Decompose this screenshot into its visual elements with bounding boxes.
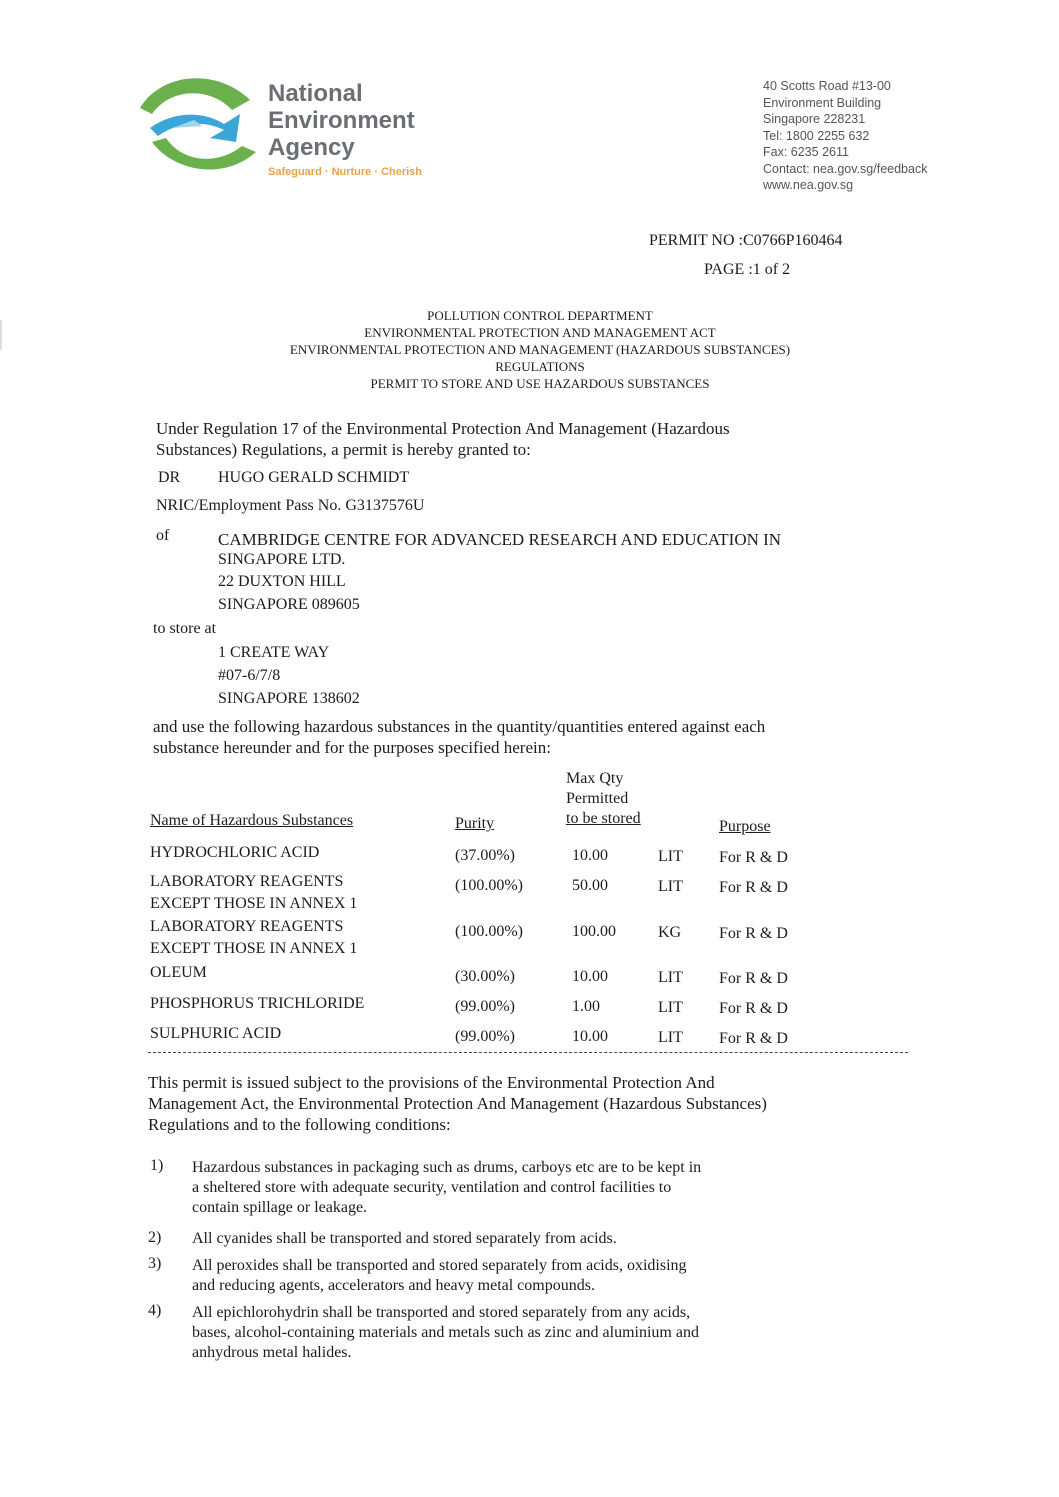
header-line: PERMIT TO STORE AND USE HAZARDOUS SUBSTANCES: [370, 376, 710, 391]
cell-purity: (30.00%): [455, 968, 515, 985]
agency-name: [268, 80, 415, 161]
issued-paragraph: [148, 1072, 767, 1135]
nea-logo-icon: [132, 70, 262, 185]
cell-qty: 10.00: [572, 847, 608, 864]
intro-line: Under Regulation 17 of the Environmental Protection And Management (Hazardous: [156, 419, 730, 438]
cell-name: LABORATORY REAGENTS: [150, 918, 344, 935]
store-line: #07-6/7/8: [218, 667, 281, 684]
org-line: SINGAPORE 089605: [218, 596, 360, 613]
cell-qty: 10.00: [572, 1028, 608, 1045]
cell-name: PHOSPHORUS TRICHLORIDE: [150, 995, 365, 1012]
header-qty-line: to be stored: [566, 810, 641, 827]
holder-name: HUGO GERALD SCHMIDT: [218, 469, 410, 486]
condition-line: All peroxides shall be transported and stored separately from acids, oxidising: [192, 1257, 687, 1274]
header-purity: Purity: [455, 815, 495, 832]
header-line: ENVIRONMENTAL PROTECTION AND MANAGEMENT ACT: [364, 325, 716, 340]
condition-number: 3): [148, 1255, 162, 1272]
cell-name: OLEUM: [150, 964, 207, 981]
page-number: PAGE :1 of 2: [704, 261, 791, 278]
org-line: SINGAPORE LTD.: [218, 551, 346, 568]
use-line: and use the following hazardous substances in the quantity/quantities entered against each: [153, 717, 766, 736]
condition-line: All cyanides shall be transported and stored separately from acids.: [192, 1230, 617, 1247]
cell-purity: (100.00%): [455, 923, 523, 940]
header-purpose: Purpose: [719, 818, 771, 835]
cell-purity: (99.00%): [455, 1028, 515, 1045]
cell-unit: LIT: [658, 848, 683, 865]
cell-qty: 1.00: [572, 998, 600, 1015]
condition-text: [192, 1303, 699, 1363]
cell-qty: 100.00: [572, 923, 616, 940]
store-line: 1 CREATE WAY: [218, 644, 330, 661]
header-line: REGULATIONS: [495, 359, 585, 374]
cell-name: HYDROCHLORIC ACID: [150, 844, 320, 861]
cell-unit: LIT: [658, 969, 683, 986]
condition-line: contain spillage or leakage.: [192, 1199, 368, 1216]
logo-swoosh-top: [140, 78, 250, 114]
issued-line: Management Act, the Environmental Protection And Management (Hazardous Substances): [148, 1094, 767, 1113]
address-line: Environment Building: [763, 95, 882, 110]
cell-unit: LIT: [658, 999, 683, 1016]
condition-number: 2): [148, 1229, 162, 1246]
cell-name: SULPHURIC ACID: [150, 1025, 282, 1042]
cell-qty: 50.00: [572, 877, 608, 894]
cell-purity: (99.00%): [455, 998, 515, 1015]
agency-tagline: Safeguard · Nurture · Cherish: [268, 166, 423, 178]
condition-line: anhydrous metal halides.: [192, 1344, 352, 1361]
intro-line: Substances) Regulations, a permit is hereby granted to:: [156, 440, 531, 459]
cell-purpose: For R & D: [719, 925, 788, 942]
cell-unit: LIT: [658, 1029, 683, 1046]
issued-line: This permit is issued subject to the provisions of the Environmental Protection And: [148, 1073, 715, 1092]
logo-swoosh-blue: [150, 114, 240, 142]
cell-purpose: For R & D: [719, 879, 788, 896]
agency-name-line: Agency: [268, 134, 355, 161]
agency-name-line: National: [268, 80, 363, 107]
address-line: 40 Scotts Road #13-00: [763, 79, 891, 93]
condition-line: Hazardous substances in packaging such as drums, carboys etc are to be kept in: [192, 1159, 702, 1176]
header-qty: [566, 769, 641, 829]
header-qty-line: Permitted: [566, 790, 629, 807]
condition-text: [192, 1158, 701, 1218]
cell-purity: (100.00%): [455, 877, 523, 894]
cell-unit: KG: [658, 924, 682, 941]
org-line: 22 DUXTON HILL: [218, 573, 346, 590]
cell-name: EXCEPT THOSE IN ANNEX 1: [150, 895, 358, 912]
store-line: SINGAPORE 138602: [218, 690, 360, 707]
issued-line: Regulations and to the following conditions:: [148, 1115, 451, 1134]
intro-paragraph: [156, 418, 730, 460]
cell-name: LABORATORY REAGENTS: [150, 873, 344, 890]
department-header: [140, 307, 940, 392]
condition-text: [192, 1256, 687, 1296]
use-paragraph: [153, 716, 765, 758]
cell-unit: LIT: [658, 878, 683, 895]
address-line: Tel: 1800 2255 632: [763, 128, 870, 143]
address-line: Contact: nea.gov.sg/feedback: [763, 161, 928, 176]
permit-number: PERMIT NO :C0766P160464: [649, 232, 843, 249]
cell-purpose: For R & D: [719, 1030, 788, 1047]
address-line: www.nea.gov.sg: [763, 178, 854, 192]
condition-number: 4): [148, 1302, 162, 1319]
store-label: to store at: [153, 620, 217, 637]
use-line: substance hereunder and for the purposes specified herein:: [153, 738, 551, 757]
condition-line: bases, alcohol-containing materials and metals such as zinc and aluminium and: [192, 1324, 699, 1341]
holder-title: DR: [158, 469, 181, 486]
header-qty-line: Max Qty: [566, 770, 624, 787]
scan-artifact: [0, 320, 2, 350]
cell-purpose: For R & D: [719, 849, 788, 866]
address-line: Fax: 6235 2611: [763, 145, 849, 159]
cell-qty: 10.00: [572, 968, 608, 985]
condition-line: and reducing agents, accelerators and heavy metal compounds.: [192, 1277, 595, 1294]
header-line: POLLUTION CONTROL DEPARTMENT: [427, 308, 653, 323]
address-line: Singapore 228231: [763, 112, 866, 126]
agency-address: [763, 78, 927, 194]
holder-nric: NRIC/Employment Pass No. G3137576U: [156, 497, 425, 514]
cell-name: EXCEPT THOSE IN ANNEX 1: [150, 940, 358, 957]
condition-number: 1): [150, 1157, 164, 1174]
header-name: Name of Hazardous Substances: [150, 812, 354, 829]
condition-line: All epichlorohydrin shall be transported and stored separately from any acids,: [192, 1304, 691, 1321]
condition-text: [192, 1229, 617, 1249]
logo-swoosh-bottom: [152, 138, 256, 170]
org-line: CAMBRIDGE CENTRE FOR ADVANCED RESEARCH AND EDUCATION IN: [218, 530, 782, 549]
table-divider: [148, 1052, 908, 1053]
cell-purity: (37.00%): [455, 847, 515, 864]
cell-purpose: For R & D: [719, 970, 788, 987]
agency-name-line: Environment: [268, 107, 415, 134]
condition-line: a sheltered store with adequate security, ventilation and control facilities to: [192, 1179, 672, 1196]
header-line: ENVIRONMENTAL PROTECTION AND MANAGEMENT (HAZARDOUS SUBSTANCES): [289, 342, 791, 357]
cell-purpose: For R & D: [719, 1000, 788, 1017]
of-label: of: [156, 527, 170, 544]
